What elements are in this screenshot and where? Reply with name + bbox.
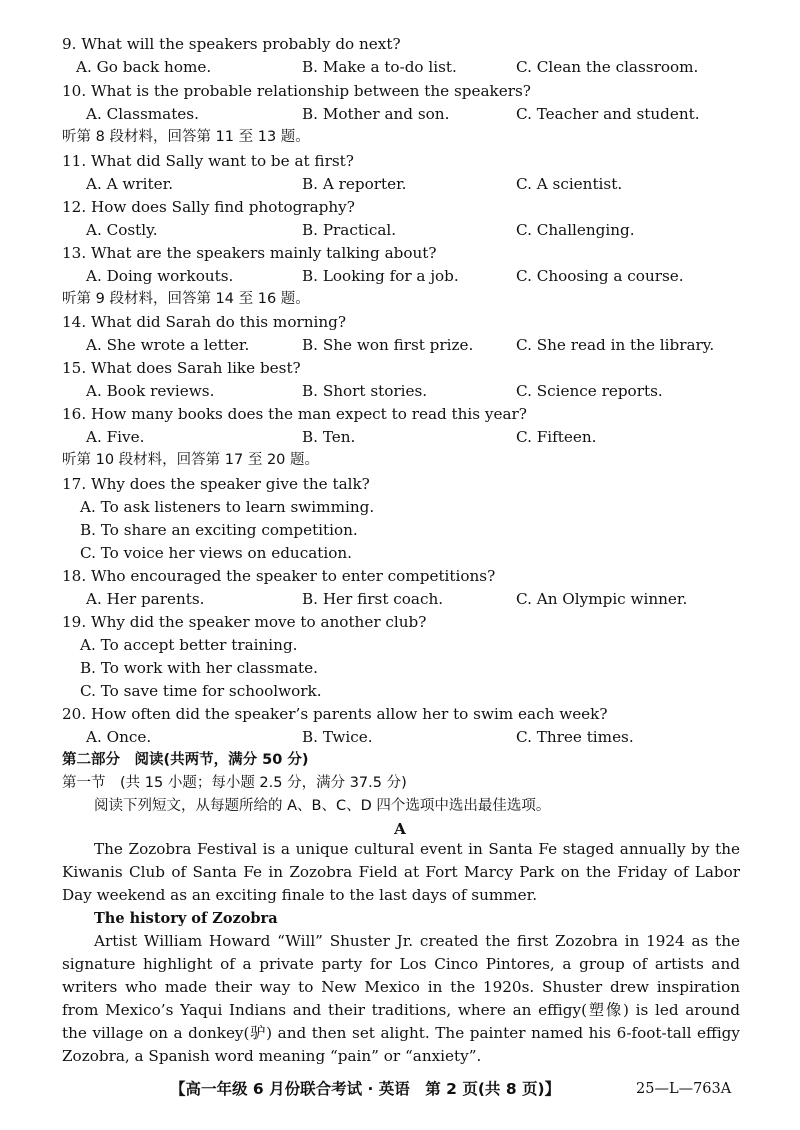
question-12-options — [0, 219, 800, 242]
question-18-options — [0, 588, 800, 611]
question-19-option-c — [0, 680, 800, 703]
option-a: A. Classmates. — [86, 105, 199, 123]
question-17 — [0, 473, 800, 496]
option-a: A. Five. — [86, 428, 145, 446]
question-17-option-b — [0, 519, 800, 542]
option-a: A. Go back home. — [76, 58, 212, 76]
section-8-instruction: 听第 8 段材料，回答第 11 至 13 题。 — [62, 129, 310, 145]
question-11 — [0, 150, 800, 173]
option-b: B. Make a to-do list. — [302, 58, 457, 76]
option-a: A. She wrote a letter. — [86, 336, 250, 354]
question-10-options — [0, 103, 800, 126]
question-text: 18. Who encouraged the speaker to enter competitions? — [62, 567, 496, 585]
option-c: C. Clean the classroom. — [516, 58, 699, 76]
footer-code: 25—L—763A — [636, 1081, 732, 1097]
question-10 — [0, 80, 800, 103]
option-a: A. Once. — [86, 728, 152, 746]
question-19-option-b — [0, 657, 800, 680]
option-a: A. Doing workouts. — [86, 267, 234, 285]
option-b: B. To share an exciting competition. — [80, 521, 358, 539]
option-a: A. A writer. — [86, 175, 174, 193]
question-9 — [0, 33, 800, 56]
option-b: B. Short stories. — [302, 382, 428, 400]
option-c: C. To save time for schoolwork. — [80, 682, 322, 700]
option-b: B. Twice. — [302, 728, 373, 746]
question-11-options — [0, 173, 800, 196]
passage-label: A — [394, 820, 406, 838]
option-c: C. A scientist. — [516, 175, 623, 193]
option-a: A. Her parents. — [86, 590, 205, 608]
question-13-options — [0, 265, 800, 288]
option-c: C. An Olympic winner. — [516, 590, 688, 608]
question-14-options — [0, 334, 800, 357]
reading-instruction: 阅读下列短文，从每题所给的 A、B、C、D 四个选项中选出最佳选项。 — [94, 798, 551, 814]
question-20 — [0, 703, 800, 726]
option-c: C. Choosing a course. — [516, 267, 684, 285]
question-15 — [0, 357, 800, 380]
question-17-option-c — [0, 542, 800, 565]
option-b: B. She won first prize. — [302, 336, 474, 354]
passage-paragraph-1: The Zozobra Festival is a unique cultural event in Santa Fe staged annually by the Kiwanis Club of Santa Fe in Zozobra Field at Fort Marcy Park on the Friday of Labor Day weekend as an exciting finale to the last days of summer. — [62, 840, 740, 904]
option-c: C. Fifteen. — [516, 428, 597, 446]
question-20-options — [0, 726, 800, 749]
option-b: B. Mother and son. — [302, 105, 450, 123]
option-c: C. Three times. — [516, 728, 634, 746]
question-13 — [0, 242, 800, 265]
question-19 — [0, 611, 800, 634]
question-text: 17. Why does the speaker give the talk? — [62, 475, 370, 493]
question-16-options — [0, 426, 800, 449]
question-text: 20. How often did the speaker’s parents allow her to swim each week? — [62, 705, 608, 723]
option-c: C. She read in the library. — [516, 336, 715, 354]
question-text: 9. What will the speakers probably do next? — [62, 35, 401, 53]
option-b: B. Ten. — [302, 428, 356, 446]
question-text: 10. What is the probable relationship between the speakers? — [62, 82, 531, 100]
question-14 — [0, 311, 800, 334]
question-text: 13. What are the speakers mainly talking about? — [62, 244, 437, 262]
question-text: 15. What does Sarah like best? — [62, 359, 301, 377]
option-a: A. To ask listeners to learn swimming. — [80, 498, 375, 516]
option-b: B. Looking for a job. — [302, 267, 459, 285]
option-c: C. Challenging. — [516, 221, 635, 239]
question-12 — [0, 196, 800, 219]
part-two-heading: 第二部分 阅读(共两节，满分 50 分) — [62, 752, 309, 768]
option-b: B. To work with her classmate. — [80, 659, 318, 677]
option-b: B. Practical. — [302, 221, 397, 239]
option-a: A. Book reviews. — [86, 382, 215, 400]
option-b: B. A reporter. — [302, 175, 407, 193]
question-text: 12. How does Sally find photography? — [62, 198, 355, 216]
option-a: A. To accept better training. — [80, 636, 298, 654]
question-16 — [0, 403, 800, 426]
option-c: C. Science reports. — [516, 382, 663, 400]
section-one-heading: 第一节 (共 15 小题；每小题 2.5 分，满分 37.5 分) — [62, 775, 407, 791]
question-text: 11. What did Sally want to be at first? — [62, 152, 354, 170]
passage-paragraph-2: Artist William Howard “Will” Shuster Jr. created the first Zozobra in 1924 as the signature highlight of a private party for Los Cinco Pintores, a group of artists and writers who made their way to New Mexico in the 1920s. Shuster drew inspiration from Mexico’s Yaqui Indians and their traditions, where an effigy(塑像) is led around the village on a donkey(驴) and then set alight. The painter named his 6-foot-tall effigy Zozobra, a Spanish word meaning “pain” or “anxiety”. — [62, 932, 740, 1065]
question-9-options — [0, 56, 800, 79]
option-a: A. Costly. — [86, 221, 158, 239]
passage-subheading: The history of Zozobra — [94, 910, 278, 927]
question-text: 19. Why did the speaker move to another club? — [62, 613, 427, 631]
question-18 — [0, 565, 800, 588]
section-9-instruction: 听第 9 段材料，回答第 14 至 16 题。 — [62, 291, 310, 307]
option-c: C. To voice her views on education. — [80, 544, 352, 562]
footer-title: 【高一年级 6 月份联合考试 · 英语 第 2 页(共 8 页)】 — [170, 1080, 561, 1098]
question-17-option-a — [0, 496, 800, 519]
option-c: C. Teacher and student. — [516, 105, 700, 123]
question-text: 14. What did Sarah do this morning? — [62, 313, 347, 331]
question-15-options — [0, 380, 800, 403]
page-footer — [0, 1076, 800, 1102]
option-b: B. Her first coach. — [302, 590, 444, 608]
section-10-instruction: 听第 10 段材料，回答第 17 至 20 题。 — [62, 452, 320, 468]
question-text: 16. How many books does the man expect to read this year? — [62, 405, 527, 423]
question-19-option-a — [0, 634, 800, 657]
